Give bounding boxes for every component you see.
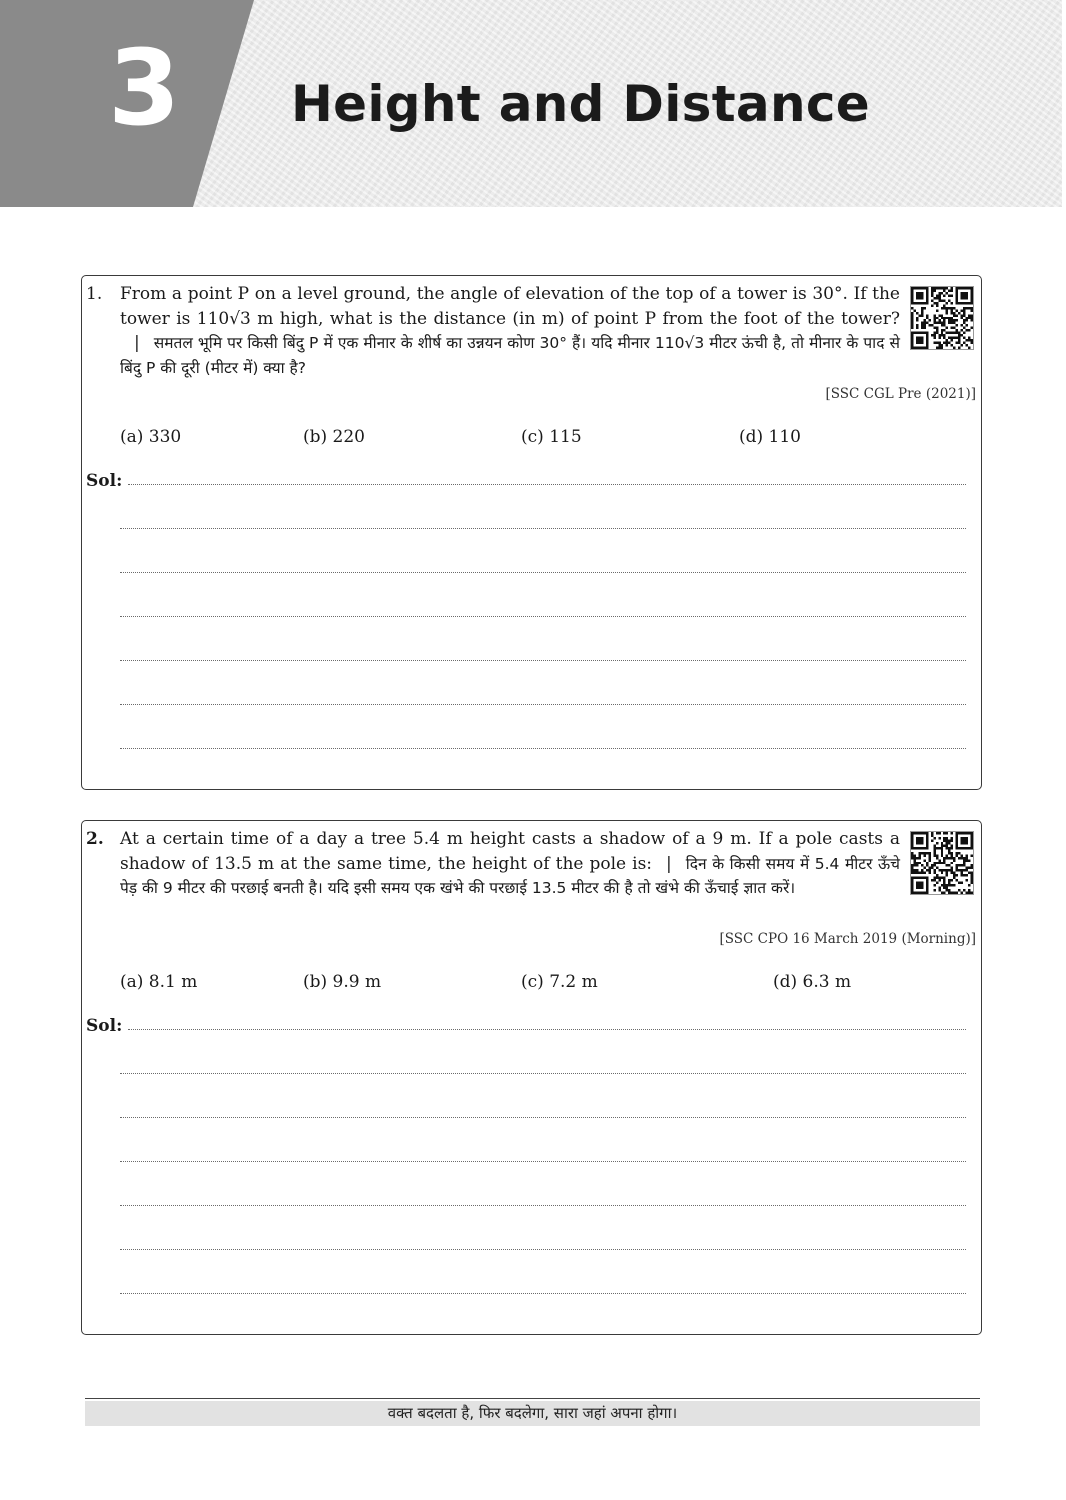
solution-line[interactable] [120,616,966,617]
question-text-hindi: दिन के किसी समय में 5.4 मीटर ऊँचे पेड़ की 9 मीटर की परछाई बनती है। यदि इसी समय एक खंभे की परछाई 13.5 मीटर की है तो खंभे की ऊँचाई ज्ञात करें। [120,854,900,897]
footer-quote: वक्त बदलता है, फिर बदलेगा, सारा जहां अपना होगा। [85,1401,980,1426]
solution-line[interactable] [128,1029,966,1030]
language-separator: | [134,333,140,353]
solution-line[interactable] [120,528,966,529]
solution-line[interactable] [120,1249,966,1250]
chapter-title: Height and Distance [291,75,871,133]
question-number: 2. [86,829,104,849]
solution-line[interactable] [120,704,966,705]
solution-label: Sol: [86,1016,123,1036]
question-source: [SSC CGL Pre (2021)] [825,386,976,402]
solution-line[interactable] [128,484,966,485]
solution-line[interactable] [120,1117,966,1118]
option-d: (d) 6.3 m [773,972,852,992]
solution-line[interactable] [120,660,966,661]
option-b: (b) 9.9 m [303,972,382,992]
option-a: (a) 330 [120,427,182,447]
question-box-2 [81,820,982,1335]
solution-line[interactable] [120,1073,966,1074]
solution-line[interactable] [120,748,966,749]
option-c: (c) 115 [521,427,582,447]
solution-line[interactable] [120,1161,966,1162]
question-number: 1. [86,284,103,304]
question-text-english: At a certain time of a day a tree 5.4 m height casts a shadow of a 9 m. If a pole casts a shadow of 13.5 m at the same time, the height of the pole is: [120,829,900,874]
language-separator: | [666,853,672,874]
chapter-number: 3 [108,27,181,149]
solution-label: Sol: [86,471,123,491]
footer-divider [85,1398,980,1399]
solution-line[interactable] [120,572,966,573]
question-text [120,282,900,380]
qr-code-icon[interactable] [910,286,974,350]
question-text [120,827,900,901]
solution-line[interactable] [120,1293,966,1294]
option-b: (b) 220 [303,427,365,447]
option-c: (c) 7.2 m [521,972,598,992]
option-a: (a) 8.1 m [120,972,198,992]
solution-line[interactable] [120,1205,966,1206]
qr-code-icon[interactable] [910,831,974,895]
option-d: (d) 110 [739,427,801,447]
question-source: [SSC CPO 16 March 2019 (Morning)] [719,931,976,947]
question-box-1 [81,275,982,790]
question-text-english: From a point P on a level ground, the angle of elevation of the top of a tower is 30°. If the tower is 110√3 m high, what is the distance (in m) of point P from the foot of the tower? [120,284,900,329]
question-text-hindi: समतल भूमि पर किसी बिंदु P में एक मीनार के शीर्ष का उन्नयन कोण 30° हैं। यदि मीनार 110√3 मीटर ऊंची है, तो मीनार के पाद से बिंदु P की दूरी (मीटर में) क्या है? [120,334,900,377]
